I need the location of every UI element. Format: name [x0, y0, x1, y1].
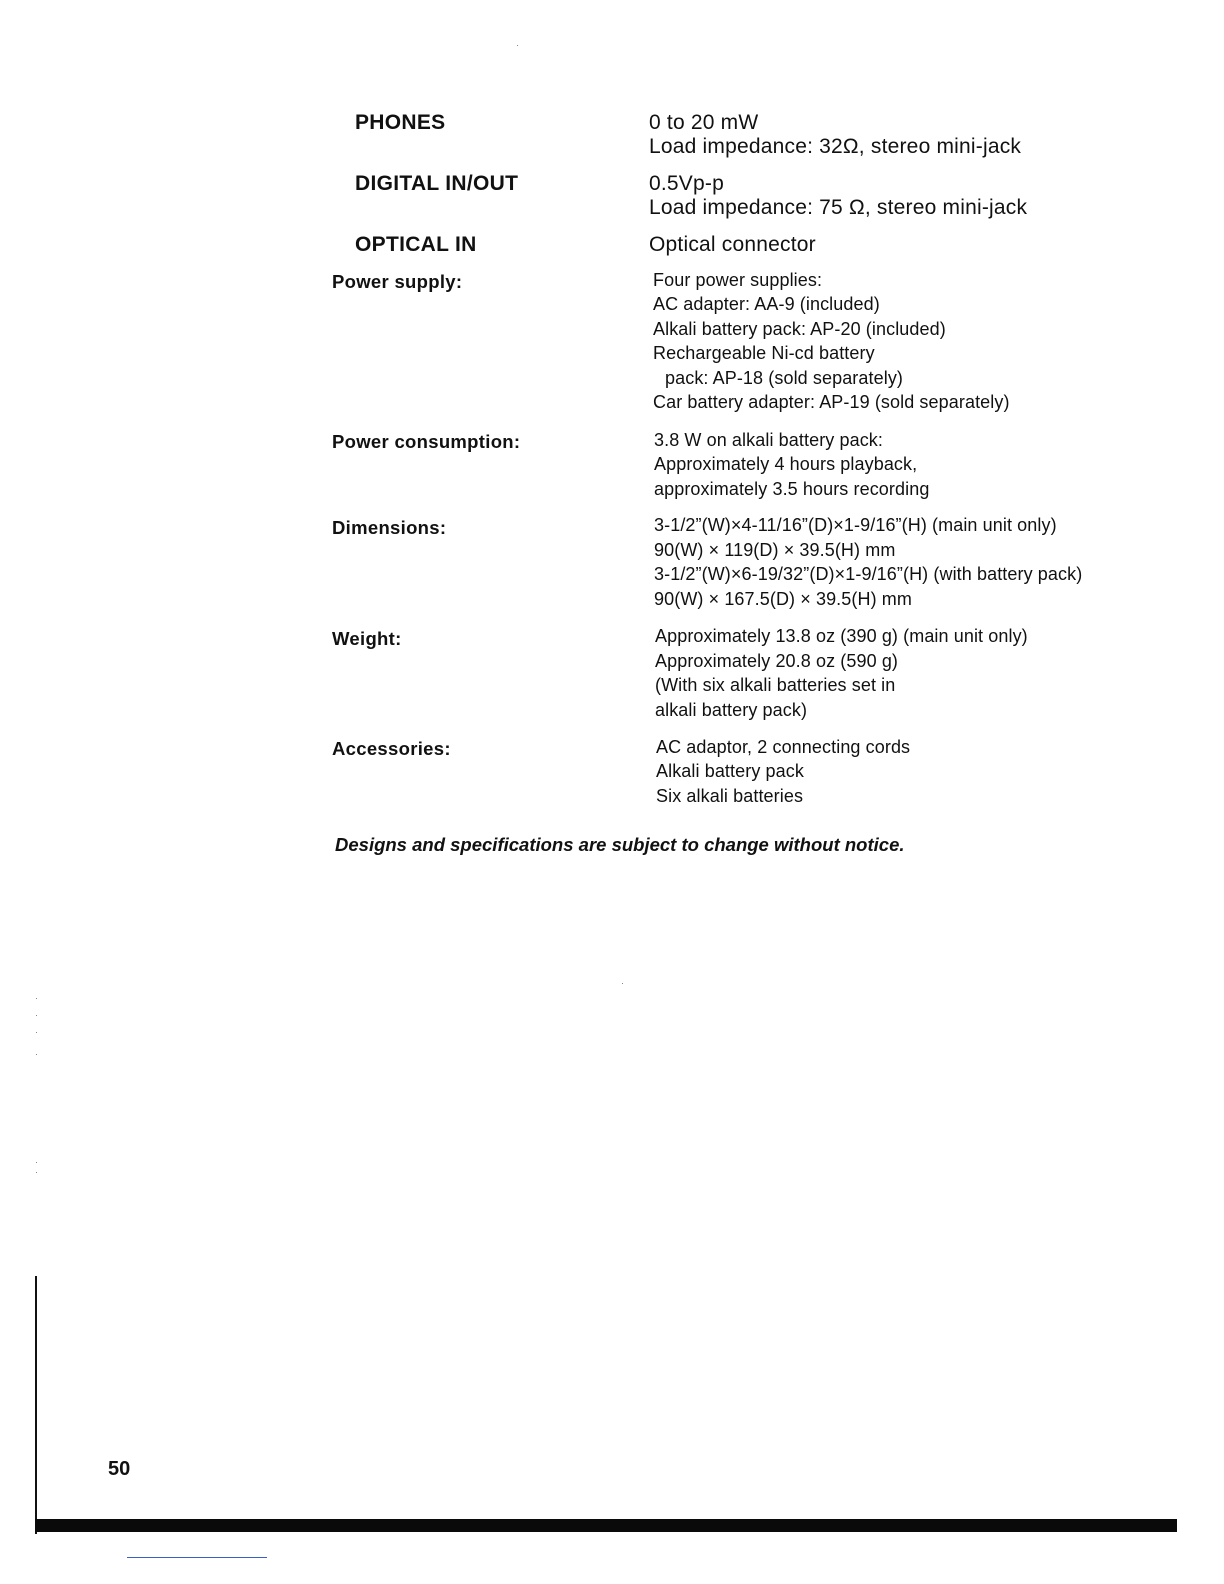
blue-underline-rule: [127, 1557, 267, 1558]
power-supply-value-line: Car battery adapter: AP-19 (sold separately): [653, 392, 1010, 412]
page-number: 50: [108, 1458, 131, 1480]
accessories-value-line: Six alkali batteries: [656, 786, 804, 806]
power-supply-value-line: Rechargeable Ni-cd battery: [653, 343, 875, 363]
specifications-notice: Designs and specifications are subject to change without notice.: [335, 834, 905, 855]
weight-value-line: (With six alkali batteries set in: [655, 675, 896, 695]
weight-value-line: alkali battery pack): [655, 700, 808, 720]
weight-value-line: Approximately 13.8 oz (390 g) (main unit only): [655, 626, 1028, 646]
weight-label: Weight:: [332, 628, 402, 649]
weight-value-line: Approximately 20.8 oz (590 g): [655, 651, 899, 671]
scan-speck: [517, 45, 518, 46]
scan-speck: [36, 1162, 37, 1163]
digital-inout-label: DIGITAL IN/OUT: [355, 172, 519, 195]
power-supply-value-line: Four power supplies:: [653, 270, 823, 290]
power-consumption-value-line: 3.8 W on alkali battery pack:: [654, 430, 884, 450]
accessories-label: Accessories:: [332, 738, 451, 759]
dimensions-value-line: 3-1/2”(W)×4-11/16”(D)×1-9/16”(H) (main unit only): [654, 515, 1057, 535]
power-supply-value-line: AC adapter: AA-9 (included): [653, 294, 880, 314]
optical-in-label: OPTICAL IN: [355, 233, 477, 256]
scan-speck: [36, 1054, 37, 1055]
phones-value-line: 0 to 20 mW: [649, 111, 759, 134]
scan-speck: [36, 1032, 37, 1033]
digital-inout-value-line: Load impedance: 75 Ω, stereo mini-jack: [649, 196, 1028, 219]
power-supply-value-line: pack: AP-18 (sold separately): [665, 368, 904, 388]
scan-speck: [622, 983, 623, 984]
power-consumption-label: Power consumption:: [332, 431, 521, 452]
dimensions-value-line: 90(W) × 167.5(D) × 39.5(H) mm: [654, 589, 912, 609]
power-supply-label: Power supply:: [332, 271, 463, 292]
scan-speck: [36, 1172, 37, 1173]
left-margin-rule: [35, 1276, 37, 1534]
power-consumption-value-line: approximately 3.5 hours recording: [654, 479, 930, 499]
accessories-value-line: AC adaptor, 2 connecting cords: [656, 737, 911, 757]
bottom-margin-rule: [35, 1519, 1177, 1532]
scan-speck: [36, 1015, 37, 1016]
digital-inout-value-line: 0.5Vp-p: [649, 172, 724, 195]
phones-label: PHONES: [355, 111, 446, 134]
scan-speck: [36, 998, 37, 999]
phones-value-line: Load impedance: 32Ω, stereo mini-jack: [649, 135, 1022, 158]
accessories-value-line: Alkali battery pack: [656, 761, 804, 781]
power-consumption-value-line: Approximately 4 hours playback,: [654, 454, 918, 474]
dimensions-value-line: 90(W) × 119(D) × 39.5(H) mm: [654, 540, 896, 560]
power-supply-value-line: Alkali battery pack: AP-20 (included): [653, 319, 946, 339]
dimensions-label: Dimensions:: [332, 517, 447, 538]
optical-in-value-line: Optical connector: [649, 233, 816, 256]
dimensions-value-line: 3-1/2”(W)×6-19/32”(D)×1-9/16”(H) (with battery pack): [654, 564, 1083, 584]
